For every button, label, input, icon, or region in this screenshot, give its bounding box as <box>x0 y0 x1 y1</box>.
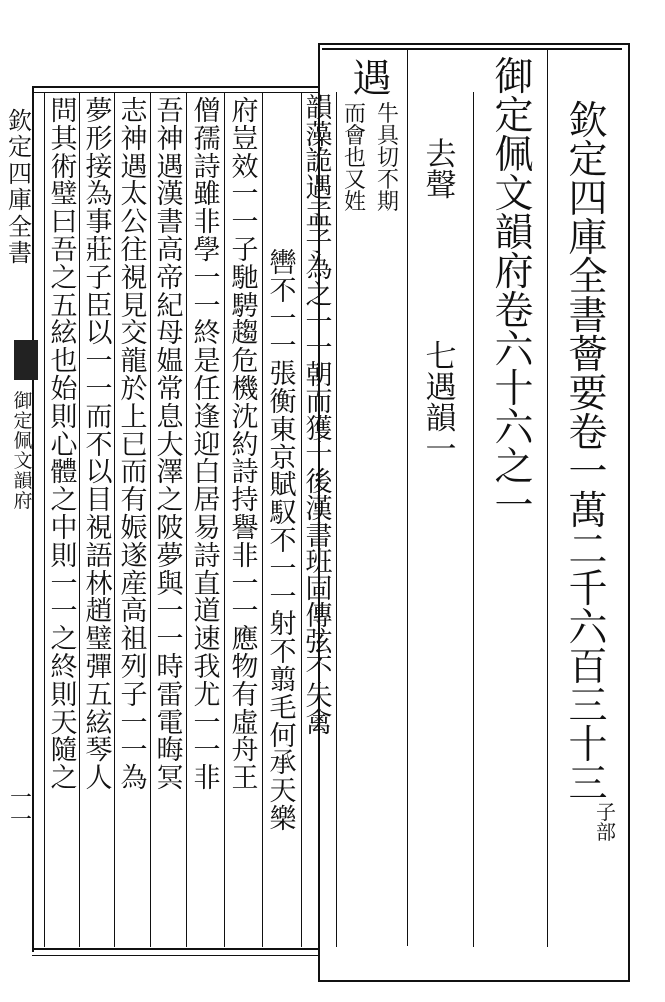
body-column: 夢 形 接 為 事 莊 子 臣 以 一 一 而 不 以 目 視 語 林 趙 璧 彈 五 絃 琴 人 <box>85 96 113 795</box>
header-main: 欽 定 四 庫 全 書 薈 要 卷 一 萬 二 千 六 百 三 十 三 <box>568 99 608 807</box>
header-section: 子 部 <box>596 800 616 844</box>
page-number: 一 一 <box>9 786 32 833</box>
column-divider <box>224 92 225 947</box>
body-column: 轡 不 一 一 張 衡 東 京 賦 馭 不 一 一 射 不 翦 毛 何 承 天 樂 <box>269 248 297 835</box>
top-rule-left <box>32 86 320 88</box>
column-divider <box>547 50 548 947</box>
left-tab-label: 御 定 佩 文 韻 府 <box>13 390 33 512</box>
entry-gloss: 牛 具 切 不 期 <box>376 102 399 215</box>
column-divider <box>301 92 302 947</box>
entry-gloss: 而 會 也 又 姓 <box>343 102 366 215</box>
tone-label: 去 聲 <box>425 137 457 204</box>
top-rule-left-inner <box>32 92 320 93</box>
inner-rule-top <box>322 48 622 50</box>
column-divider <box>44 92 45 947</box>
body-column: 問 其 術 璧 曰 吾 之 五 絃 也 始 則 心 體 之 中 則 一 一 之 終 則 天 隨 之 <box>50 96 78 795</box>
column-divider <box>336 92 337 947</box>
column-divider <box>262 92 263 947</box>
left-margin-label: 欽 定 四 庫 全 書 <box>8 107 32 267</box>
rhyme-group: 七 遇 韻 一 <box>425 339 457 468</box>
bottom-rule-left <box>32 948 320 950</box>
body-column: 吾 神 遇 漢 書 高 帝 紀 母 媪 常 息 大 澤 之 陂 夢 與 一 一 時 雷 電 晦 冥 <box>156 96 184 795</box>
column-divider <box>473 92 474 947</box>
bottom-rule-left-inner <box>32 955 320 956</box>
fish-tail-mark <box>14 340 38 380</box>
book-title: 御 定 佩 文 韻 府 卷 六 十 六 之 一 <box>494 55 534 529</box>
column-divider <box>407 48 408 946</box>
body-column: 僧 孺 詩 雖 非 學 一 一 終 是 任 逢 迎 白 居 易 詩 直 道 速 我 尤 一 一 非 <box>193 96 221 795</box>
body-column: 志 神 遇 太 公 往 視 見 交 龍 於 上 已 而 有 娠 遂 産 高 祖 列 子 一 一 為 <box>120 96 148 795</box>
body-column: 府 豈 效 一 一 子 馳 騁 趨 危 機 沈 約 詩 持 譽 非 一 一 應 物 有 虛 舟 王 <box>231 96 259 795</box>
body-column: 韻 藻 詭 遇 孟 子 為 之 一 一 朝 而 獲 十 後 漢 書 班 固 傳 弦 不 失 禽 <box>305 93 333 739</box>
entry-char: 遇 <box>352 57 392 102</box>
